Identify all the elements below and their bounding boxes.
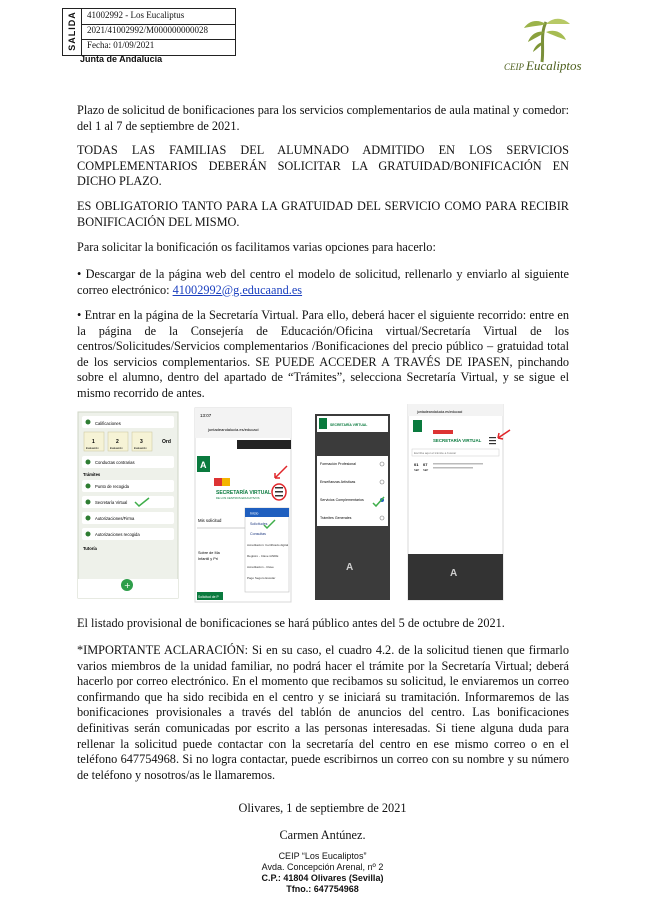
ipasen-section: Tutoría [83, 546, 97, 551]
stamp-side-label: SALIDA [67, 11, 77, 51]
svg-text:+: + [124, 581, 131, 590]
ipasen-card-value: 1 [92, 439, 95, 445]
svg-text:Eucaliptos: Eucaliptos [526, 58, 582, 73]
screenshot-secretaria-menu [195, 408, 291, 602]
ipasen-item: Autorizaciones/Firma [95, 516, 135, 521]
menu-item: Acreditación - Clave [247, 565, 274, 569]
footer-postal: C.P.: 41804 Olivares (Sevilla) [261, 873, 384, 883]
phone-time: 13:07 [200, 413, 212, 418]
signer-name: Carmen Antúnez. [279, 828, 366, 842]
page-text: Mis solicitud [198, 518, 222, 523]
ipasen-item: Punto de recogida [95, 484, 129, 489]
ipasen-card-value: 3 [140, 439, 143, 445]
option-item: Trámites Generales [320, 516, 352, 520]
url-bar-text: juntadeandalucia.es/educaci [417, 410, 463, 414]
svg-text:A: A [346, 562, 354, 573]
ipasen-card-value: 2 [116, 439, 119, 445]
ipasen-section: Trámites [83, 472, 101, 477]
ipasen-item: Conductas contrarias [95, 460, 135, 465]
brand-title: SECRETARÍA VIRTUAL [433, 438, 482, 443]
paragraph-obligatory: ES OBLIGATORIO TANTO PARA LA GRATUIDAD DEL SERVICIO COMO PARA RECIBIR BONIFICACIÓN DEL MISMO. [77, 199, 569, 229]
paragraph-option-email: • Descargar de la página web del centro el modelo de solicitud, rellenarlo y enviarlo al siguiente correo electrónico: 41002992@g.educaand.es [77, 267, 569, 297]
brand-title: SECRETARÍA VIRTUAL [216, 490, 271, 496]
date-month: SEP [414, 469, 420, 472]
stamp-side [63, 9, 82, 55]
paragraph-provisional-list: El listado provisional de bonificaciones se hará público antes del 5 de octubre de 2021. [77, 616, 505, 630]
svg-text:A: A [200, 460, 207, 470]
menu-item: Registro - Clave iANDE [247, 554, 279, 558]
url-bar-text: juntadeandalucia.es/educaci [208, 427, 259, 432]
page-text: Sobre de Ma [198, 551, 220, 555]
footer-school: CEIP “Los Eucaliptos” [278, 851, 367, 861]
registry-stamp [62, 8, 236, 56]
option-item: Enseñanzas Artísticas [320, 480, 356, 484]
stamp-line-2: 2021/41002992/M000000000028 [87, 25, 209, 35]
junta-label: Junta de Andalucía [80, 54, 163, 64]
ipasen-card-label: Evaluación [134, 447, 147, 450]
school-logo [502, 12, 592, 74]
place-date: Olivares, 1 de septiembre de 2021 [238, 801, 407, 815]
ipasen-item: Autorizaciones recogida [95, 532, 140, 537]
date-day: 01 [414, 462, 419, 467]
hamburger-icon [489, 437, 496, 438]
menu-item: Pago Seguro Escolar [247, 576, 276, 580]
brand-title: SECRETARÍA VIRTUAL [330, 423, 368, 427]
date-day: 07 [423, 462, 428, 467]
paragraph-important: *IMPORTANTE ACLARACIÓN: Si en su caso, el cuadro 4.2. de la solicitud tienen que firmarlo varios miembros de la unidad familiar, no podrá hacer el trámite por la Secretaría Virtual; deberá hacerlo por correo electrónico. En el momento que recibamos su solicitud, le enviaremos un correo confirmando que ha sido recibida en el centro y se iniciará su tramitación. Informaremos de las bonificaciones provisionales a través del tablón de anuncios del centro. Las bonificaciones definitivas serán comunicadas por escrito a las personas interesadas. Si tiene alguna duda para rellenar la solicitud puede contactar con la secretaría del centro en ese mismo correo o en el teléfono 647754968. Si no logra contactar, puede escribirnos un correo con su nombre y su número de teléfono y nosotros/as le llamaremos. [77, 643, 569, 782]
option-item: Servicios Complementarios [320, 498, 364, 502]
footer-address: Avda. Concepción Arenal, nº 2 [261, 862, 384, 872]
stamp-line-1: 41002992 - Los Eucaliptus [87, 10, 185, 20]
menu-item: Inicio [250, 511, 259, 516]
email-link[interactable]: 41002992@g.educaand.es [172, 282, 303, 297]
screenshot-search [408, 404, 510, 600]
brand-subtitle: DE LOS CENTROS EDUCATIVOS [216, 496, 260, 500]
screenshot-ipasen [78, 412, 178, 598]
ipasen-item: Secretaría Virtual [95, 500, 128, 505]
paragraph-deadline: Plazo de solicitud de bonificaciones para los servicios complementarios de aula matinal y comedor: del 1 al 7 de septiembre de 2021. [77, 103, 569, 133]
date-month: SEP [423, 469, 429, 472]
ipasen-item: Calificaciones [95, 421, 121, 426]
instruction-screenshots [77, 404, 569, 607]
paragraph-families-notice: TODAS LAS FAMILIAS DEL ALUMNADO ADMITIDO EN LOS SERVICIOS COMPLEMENTARIOS DEBERÁN SOLICITAR LA GRATUIDAD/BONIFICACIÓN EN DICHO PLAZO. [77, 143, 569, 189]
option-item: Formación Profesional [320, 462, 356, 466]
page-text: Solicitud de P [198, 595, 219, 599]
ipasen-card-label: Evaluación [110, 447, 123, 450]
svg-text:A: A [450, 568, 458, 579]
menu-item: Consultas [250, 532, 266, 536]
menu-item: Solicitudes [250, 522, 268, 526]
ipasen-card-value: Ord [162, 439, 171, 445]
logo-lettering: CEIP [504, 62, 524, 72]
menu-item: Acreditación: Certificado digital [247, 543, 289, 547]
search-placeholder: Escriba aquí el trámite a buscar [414, 451, 457, 455]
hamburger-icon [275, 487, 283, 489]
ipasen-card-label: Evaluación [86, 447, 99, 450]
paragraph-option-virtual: • Entrar en la página de la Secretaría Virtual. Para ello, deberá hacer el siguiente recorrido: entre en la página de la Consejería de Educación/Oficina virtual/Secretaría Virtual de los centros/Solicitudes/Servicios complementarios /Bonificaciones del precio público – gratuidad total de los servicios complementarios. SE PUEDE ACCEDER A TRAVÉS DE IPASEN, pinchando sobre el alumno, dentro del apartado de “Trámites”, selecciona Secretaría Virtual, y se sigue el mismo recorrido de antes. [77, 308, 569, 400]
paragraph-options-intro: Para solicitar la bonificación os facilitamos varias opciones para hacerlo: [77, 240, 436, 254]
screenshot-options [315, 414, 390, 600]
footer-phone: Tfno.: 647754968 [286, 884, 359, 894]
stamp-line-3: Fecha: 01/09/2021 [87, 40, 155, 50]
page-text: Infantil y Pri [198, 557, 218, 561]
